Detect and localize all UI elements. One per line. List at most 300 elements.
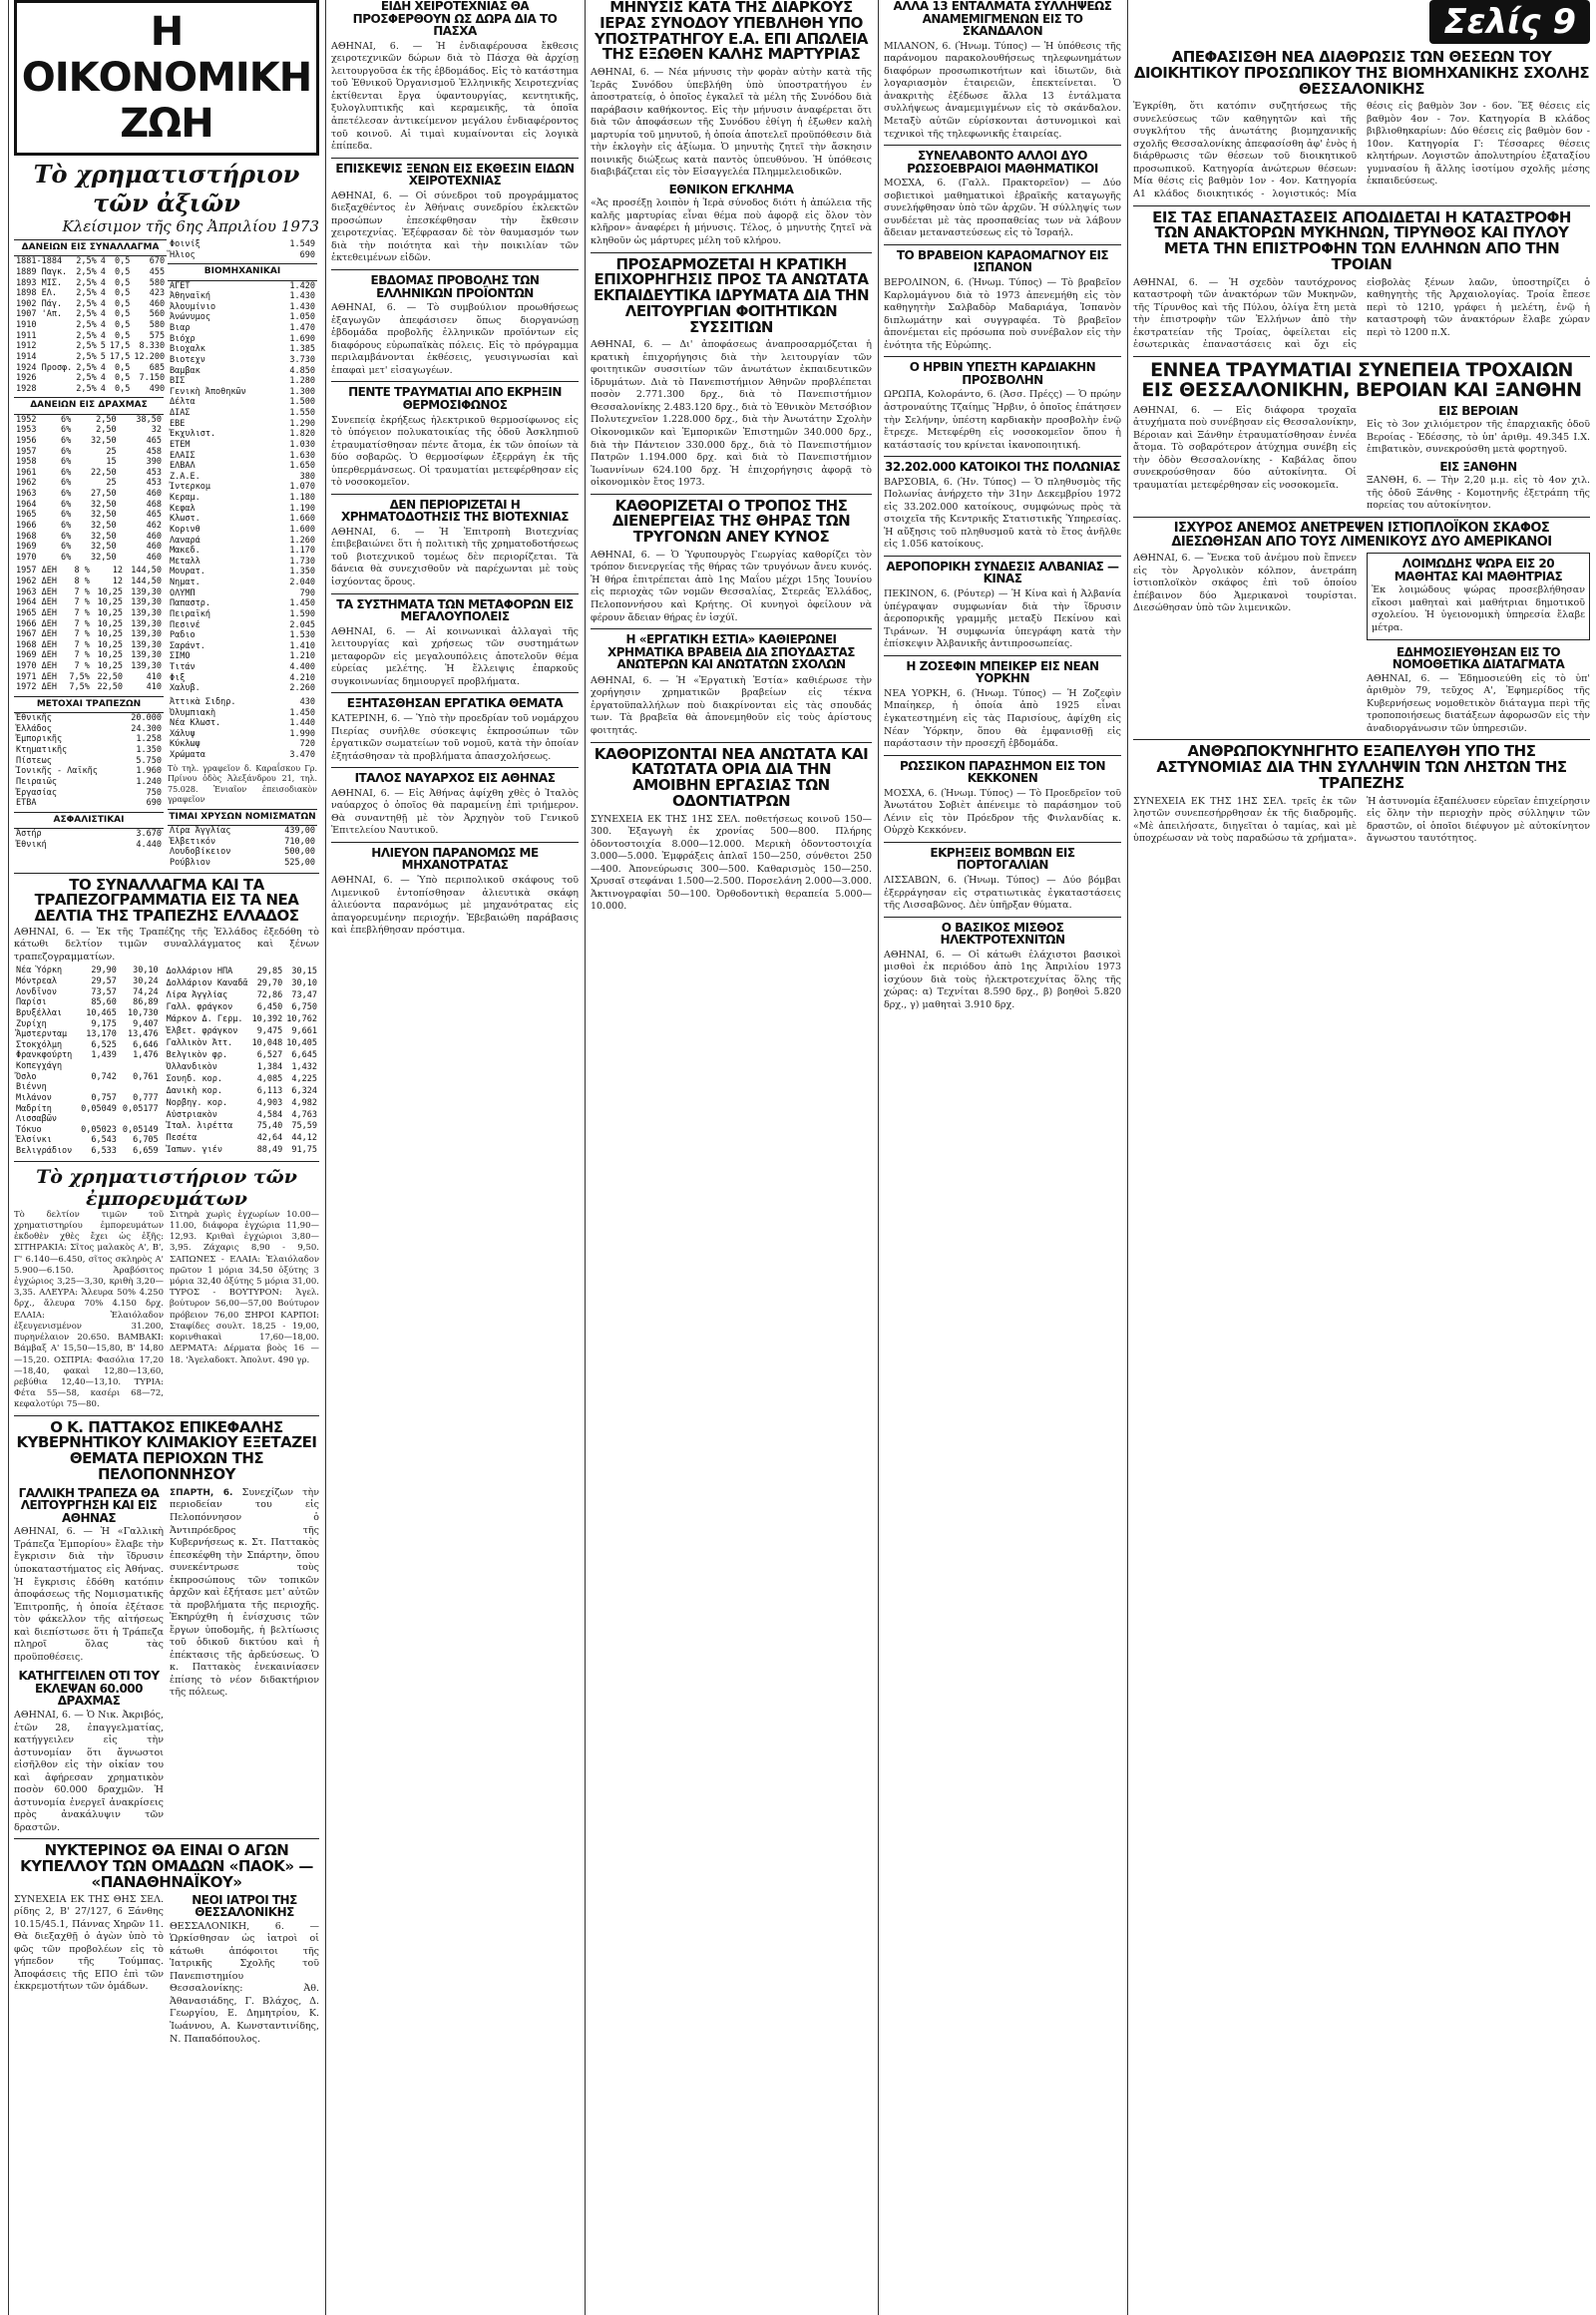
table-row: [14, 1114, 161, 1125]
article-body: ΑΘΗΝΑΙ, 6. — Ὑπὸ περιπολικοῦ σκάφους τοῦ Λιμενικοῦ ἐντοπίσθησαν ἁλιευτικὰ σκάφη ἁλιεύοντα παρανόμως μὲ μηχανότρατας εἰς ἀπαγορευμένην περιοχήν. Ἐβεβαιώθη παράβασις καὶ ἐπεβλήθησαν πρόστιμα.: [331, 875, 579, 937]
row-label: Χρώματα: [170, 750, 205, 760]
row-label: Τιτάν: [170, 662, 196, 672]
row-value: 13,476: [127, 1029, 159, 1040]
row-label: Νέα Κλωστ.: [170, 718, 221, 729]
article-body: ΝΕΑ ΥΟΡΚΗ, 6. (Ἠνωμ. Τύπος) — Ἡ Ζοζεφὶν Μπαίηκερ, ἡ ὁποία ἀπὸ 1925 εἶναι ἐγκατεστημένη εἰς τὰς Παρισίους, ἀφίχθη εἰς Νέαν Ὑόρκην, ὅπου θὰ ἐμφανισθῇ εἰς παράστασιν τὴν προσεχῆ ἑβδομάδα.: [884, 687, 1121, 750]
row-value: 32,50: [91, 552, 117, 563]
row-value: 4,584: [256, 1109, 283, 1120]
row-value: 4.210: [289, 672, 315, 683]
row-value: 2,5%: [76, 351, 97, 362]
row-value: 9,661: [291, 1025, 317, 1036]
row-value: 0,5: [115, 298, 131, 309]
row-value: 74,24: [133, 986, 159, 997]
banknotes-table: [165, 965, 319, 1156]
row-label: Ἑλλάδος: [16, 723, 52, 734]
article-body: ΚΑΤΕΡΙΝΗ, 6. — Ὑπὸ τὴν προεδρίαν τοῦ νομάρχου Πιερίας συνῆλθε σύσκεψις ἐκπροσώπων τῶν ἐργατικῶν σωματείων τοῦ νομοῦ, κατὰ τὴν ὁποίαν ἐξητάσθησαν τὰ προβλήματα ἀπασχολήσεως.: [331, 712, 579, 762]
row-value: 453: [146, 478, 162, 489]
row-value: 32,50: [91, 499, 117, 510]
column-6: [1133, 0, 1590, 2315]
table-row: [168, 482, 317, 493]
article-body: ΑΘΗΝΑΙ, 6. — Ἐδημοσιεύθη εἰς τὸ ὑπ' ἀριθμὸν 79, τεῦχος Α', Ἐφημερίδος τῆς Κυβερνήσεως νομοθετικὸν διάταγμα περὶ τῆς τροποποιήσεως διατάξεων ἀφορωσῶν εἰς τὴν ἀναδιοργάνωσιν τῶν ὑπηρεσιῶν.: [1367, 672, 1590, 734]
table-row: [168, 588, 317, 599]
table-header: ΤΙΜΑΙ ΧΡΥΣΩΝ ΝΟΜΙΣΜΑΤΩΝ: [168, 809, 317, 825]
row-value: 6%: [61, 478, 72, 489]
article-body: Συνεπείᾳ ἐκρήξεως ἠλεκτρικοῦ θερμοσίφωνος εἰς τὸ ὑπόγειον πολυκατοικίας τῆς ὁδοῦ Ἀσκληπιοῦ ἐτραυματίσθησαν πέντε ἄτομα, ἐκ τῶν ὁποίων τὰ δύο σοβαρῶς. Ὁ θερμοσίφων ἐξερράγη ἐκ τῆς ὑπερθερμάνσεως. Οἱ τραυματίαι μετεφέρθησαν εἰς τὸ νοσοκομεῖον.: [331, 414, 579, 489]
table-row: [168, 451, 317, 462]
table-row: [14, 256, 167, 267]
table-row: [14, 414, 164, 425]
closing-date: Κλείσιμον τῆς 6ης Ἀπριλίου 1973: [62, 217, 319, 235]
row-label: ΒΙΣ: [170, 376, 186, 387]
row-label: 1912: [16, 341, 37, 352]
table-row: [165, 1109, 319, 1121]
headline: ΗΛΙΕΥΟΝ ΠΑΡΑΝΟΜΩΣ ΜΕ ΜΗΧΑΝΟΤΡΑΤΑΣ: [371, 845, 539, 873]
table-row: [14, 309, 167, 320]
row-value: 1,432: [291, 1061, 317, 1072]
table-row: [165, 1073, 319, 1085]
row-value: 1.180: [289, 493, 315, 503]
article-body: ΑΘΗΝΑΙ, 6. — Ἡ «Γαλλικὴ Τράπεζα Ἐμπορίου» ἔλαβε τὴν ἔγκρισιν διὰ τὴν ἵδρυσιν ὑποκαταστήματος εἰς Ἀθήνας. Ἡ ἔγκρισις ἐδόθη κατόπιν ἀποφάσεως τῆς Νομισματικῆς Ἐπιτροπῆς, ἡ ὁποία ἐξέτασε τὸν φάκελλον τῆς αἰτήσεως καὶ διεπίστωσε ὅτι ἡ Τράπεζα πληροῖ ὅλας τὰς προϋποθέσεις.: [14, 1526, 164, 1663]
row-value: 1.650: [289, 461, 315, 472]
row-value: 29,57: [91, 976, 117, 987]
row-label: 1889 Παγκ.: [16, 266, 68, 277]
row-value: 1.960: [136, 766, 162, 777]
row-value: 10,25: [97, 607, 124, 618]
row-value: 1.420: [289, 280, 315, 291]
table-row: [168, 750, 317, 761]
row-value: 7 %: [74, 607, 90, 618]
row-value: 15: [106, 457, 117, 468]
row-value: 8.330: [139, 341, 166, 352]
table-row: [14, 320, 167, 331]
row-value: 10,25: [97, 597, 124, 608]
row-label: Μόντρεαλ: [16, 976, 57, 987]
table-row: [165, 1061, 319, 1073]
row-label: 1965: [16, 510, 37, 521]
row-value: 1.450: [289, 707, 315, 718]
article-body: Συνεχίζων τὴν περιοδείαν του εἰς Πελοπόννησον ὁ Ἀντιπρόεδρος τῆς Κυβερνήσεως κ. Στ. Παττακὸς ἐπεσκέφθη τὴν Σπάρτην, ὅπου συνεκέντρωσε τοὺς ἐκπροσώπους τῶν τοπικῶν ἀρχῶν καὶ ἐξήτασε μετ' αὐτῶν τὰ προβλήματα τῆς περιοχῆς. Ἐκηρύχθη ἡ ἐνίσχυσις τῶν ἔργων ὑποδομῆς, ἡ βελτίωσις τοῦ ὁδικοῦ δικτύου καὶ ἡ ἐπέκτασις τῆς ἀρδεύσεως. Ὁ κ. Παττακὸς ἐνεκαινίασεν ἐπίσης τὸ νέον διδακτήριον τῆς πόλεως.: [170, 1486, 319, 1699]
row-value: 6,525: [91, 1039, 117, 1050]
article-body: ΑΘΗΝΑΙ, 6. — Οἱ κάτωθι ἐλάχιστοι βασικοὶ μισθοὶ ἐκ περιόδου ἀπὸ 1ης Ἀπριλίου 1973 ἰσχύουν διὰ τοὺς ἠλεκτροτεχνίτας ὅλης τῆς χώρας: α) Τεχνίται 8.590 δρχ., β) βοηθοὶ 5.820 δρχ., γ) μαθηταὶ 3.910 δρχ.: [884, 949, 1121, 1010]
row-label: 1952: [16, 414, 37, 425]
row-value: 2.045: [289, 619, 315, 630]
subheading: ΕΙΣ ΒΕΡΟΙΑΝ: [1438, 403, 1518, 418]
article-body: ΑΘΗΝΑΙ, 6. — Οἱ σύνεδροι τοῦ προγράμματος διεξαχθέντος ἐν Ἀθήναις συνεδρίου ἐκλεκτῶν προσώπων ἐπεσκέφθησαν τὴν ἔκθεσιν χειροτεχνίας. Ἐξέφρασαν δὲ τὸν θαυμασμόν των διὰ τὴν ποιότητα καὶ τὴν ποικιλίαν τῶν ἐκτεθειμένων εἰδῶν.: [331, 190, 579, 264]
row-label: Ζυρίχη: [16, 1018, 47, 1029]
row-label: Ἄμστερνταμ: [16, 1029, 68, 1040]
table-row: [14, 457, 164, 468]
row-value: 1.050: [289, 312, 315, 323]
row-value: 2,5%: [76, 256, 97, 267]
row-label: Βιοτεχν: [170, 354, 205, 365]
table-row: [168, 697, 317, 708]
row-value: 4.440: [136, 839, 162, 850]
row-label: Ἐμπορικῆς: [16, 734, 63, 745]
table-row: [165, 1085, 319, 1097]
row-value: 10,392: [251, 1013, 283, 1024]
article-body: ΑΘΗΝΑΙ, 6. — Ἡ «Ἐργατικὴ Ἑστία» καθιέρωσε τὴν χορήγησιν χρηματικῶν βραβείων εἰς τέκνα ἐργατοϋπαλλήλων ποὺ διακρίνονται εἰς τὰς σπουδάς των. Τὰ βραβεῖα θὰ ἀπονεμηθοῦν εἰς τοὺς ἀρίστους φοιτητάς.: [591, 674, 872, 736]
headline: ΔΕΝ ΠΕΡΙΟΡΙΖΕΤΑΙ Η ΧΡΗΜΑΤΟΔΟΤΗΣΙΣ ΤΗΣ ΒΙΟΤΕΧΝΙΑΣ: [340, 497, 569, 525]
article-body: ΣΥΝΕΧΕΙΑ ΕΚ ΤΗΣ 1ΗΣ ΣΕΛ. ποθετήσεως κοινοῦ 150—300. Ἐξαγωγὴ ἐκ χρονίας 500—800. Πλήρης ὀδοντοστοιχία 8.000—12.000. Μερικὴ ὀδοντοστοιχία 3.000—5.000. Ἐμφράξεις ἀπλαῖ 150—250, σύνθετοι 250—400. Ἀπονεύρωσις 300—500. Καθαρισμὸς 150—250. Χρυσαῖ στεφάναι 1.500—2.500. Πορσελάνη 2.000—3.000. Ἀκτινογραφίαι 50—100. Ὀρθοδοντικὴ θεραπεία 5.000—10.000.: [591, 813, 872, 913]
row-value: 32,50: [91, 435, 117, 446]
row-value: 29,85: [256, 966, 283, 977]
row-value: 6,705: [133, 1135, 159, 1146]
row-value: 7 %: [74, 650, 90, 661]
row-label: Μακεδ.: [170, 546, 200, 557]
row-value: [119, 1082, 161, 1093]
table-row: [168, 302, 317, 313]
row-label: Ἐθνική: [16, 839, 47, 850]
row-value: 580: [149, 277, 166, 288]
row-value: 2,5%: [76, 383, 97, 394]
row-value: 4: [100, 330, 106, 341]
row-value: 1.430: [289, 301, 315, 312]
table-row: [14, 650, 164, 661]
row-label: Βελγικὸν φρ.: [166, 1049, 228, 1060]
row-value: 1.410: [289, 640, 315, 651]
row-value: 4: [100, 277, 106, 288]
row-value: 10,405: [286, 1037, 317, 1048]
row-value: 144,50: [131, 566, 162, 577]
column-rule: [1127, 0, 1128, 2315]
row-value: 10,762: [286, 1013, 317, 1024]
table-row: [14, 532, 164, 543]
row-label: Μιλάνον: [16, 1092, 52, 1103]
row-value: 12.200: [134, 351, 166, 362]
table-row: [14, 436, 164, 447]
article-body: ΛΙΣΣΑΒΩΝ, 6. (Ἠνωμ. Τύπος) — Δύο βόμβαι ἐξερράγησαν εἰς στρατιωτικὰς ἐγκαταστάσεις τῆς Λισσαβῶνος. Δὲν ὑπῆρξαν θύματα.: [884, 875, 1121, 912]
row-label: 1964 ΔΕΗ: [16, 597, 57, 608]
table-row: [14, 447, 164, 458]
row-value: 1.210: [289, 651, 315, 662]
headline: ΕΔΗΜΟΣΙΕΥΘΗΣΑΝ ΕΙΣ ΤΟ ΝΟΜΟΘΕΤΙΚΑ ΔΙΑΤΑΓΜΑΤΑ: [1392, 644, 1565, 672]
row-value: 1.450: [289, 598, 315, 609]
row-label: Γαλλ. φράγκον: [166, 1001, 233, 1012]
table-row: [168, 280, 317, 291]
row-value: 7.150: [139, 373, 166, 384]
row-value: 6,645: [291, 1049, 317, 1060]
row-label: Φιξ: [170, 672, 186, 683]
row-value: 6,450: [256, 1001, 283, 1012]
table-row: [14, 608, 164, 619]
row-value: 44,12: [291, 1133, 317, 1144]
table-row: [165, 989, 319, 1001]
headline: Ο ΗΡΒΙΝ ΥΠΕΣΤΗ ΚΑΡΔΙΑΚΗΝ ΠΡΟΣΒΟΛΗΝ: [909, 360, 1096, 387]
row-label: Πίστεως: [16, 755, 52, 766]
table-row: [168, 630, 317, 641]
row-value: 2,5%: [76, 341, 97, 352]
row-value: 0,5: [115, 266, 131, 277]
row-value: 468: [146, 499, 162, 510]
table-row: [168, 323, 317, 334]
loans-fx-table: [14, 239, 167, 394]
headline: Η «ΕΡΓΑΤΙΚΗ ΕΣΤΙΑ» ΚΑΘΙΕΡΩΝΕΙ ΧΡΗΜΑΤΙΚΑ ΒΡΑΒΕΙΑ ΔΙΑ ΣΠΟΥΔΑΣΤΑΣ ΑΝΩΤΕΡΩΝ ΚΑΙ ΑΝΩΤΑΤΩΝ ΣΧΟΛΩΝ: [606, 632, 856, 672]
row-label: Ὄσλο: [16, 1071, 37, 1082]
row-label: 1926: [16, 373, 37, 384]
row-label: Φοινίξ: [170, 239, 200, 249]
row-value: 42,64: [256, 1133, 283, 1144]
row-value: 4.400: [289, 662, 315, 672]
row-label: Πεσέτα: [166, 1133, 198, 1144]
row-value: 2,5%: [76, 288, 97, 299]
row-value: 2,5%: [76, 320, 97, 330]
row-label: 1902 Πάγ.: [16, 298, 63, 309]
row-value: 410: [146, 682, 162, 693]
row-label: Νέα Ὑόρκη: [16, 965, 63, 976]
row-value: 13,170: [86, 1029, 117, 1040]
table-row: [168, 429, 317, 440]
row-value: 86,89: [133, 997, 159, 1008]
row-label: 1966 ΔΕΗ: [16, 618, 57, 629]
article-body: ΩΡΩΠΑ, Κολοράντο, 6. (Ἀσσ. Πρέςς) — Ὁ πρώην ἀστροναύτης Τζαίημς Ἤρβιν, ὁ ὁποῖος ἐπάτησεν τὴν Σελήνην, ὑπέστη καρδιακὴν προσβολὴν ἐνῷ ἔτρεχε. Μετεφέρθη εἰς νοσοκομεῖον ὅπου ἡ κατάστασίς του κρίνεται ἱκανοποιητική.: [884, 389, 1121, 451]
table-row: [168, 651, 317, 662]
row-value: 38,50: [136, 414, 162, 425]
gold-coins-table: [168, 809, 317, 869]
article-body: Σιτηρὰ χωρὶς ἐγχωρίων 10.00—11.00, διάφορα ἐγχώρια 11,90—12,93. Κριθαὶ ἐγχώριοι 3,80—3,95. Ζάχαρις 8,90 - 9,50. ΣΑΠΩΝΕΣ - ΕΛΑΙΑ: Ἐλαιόλαδον πρῶτον 1 μόρια 34,50 ὁξύτης 3 μόρια 32,40 ὁξύτης 5 μόρια 31,00. ΤΥΡΟΣ - ΒΟΥΤΥΡΟΝ: Ἀγελ. βούτυρον 56,00—57,00 Βούτυρον πρόβειον 76,00 ΞΗΡΟΙ ΚΑΡΠΟΙ: Σταφίδες σουλτ. 18,25 - 19,00, κορινθιακαὶ 17,60—18,00. ΔΕΡΜΑΤΑ: Δέρματα βοὸς 16 — 18. 'Ἀγελαδοκτ. Ἀπολυτ. 490 γρ.: [170, 1209, 319, 1365]
row-label: Ὀλυμπιακὴ: [170, 707, 216, 718]
row-label: Σουηδ. κορ.: [166, 1073, 222, 1084]
row-label: Κορινθ: [170, 524, 200, 535]
row-value: 790: [299, 587, 315, 598]
row-label: Γαλλικὸν Ἀττ.: [166, 1037, 233, 1048]
row-value: 685: [149, 362, 166, 373]
row-label: Μουρατ.: [170, 567, 205, 578]
headline: ΝΕΟΙ ΙΑΤΡΟΙ ΤΗΣ ΘΕΣΣΑΛΟΝΙΚΗΣ: [192, 1892, 297, 1920]
table-row: [14, 577, 164, 587]
row-value: 7 %: [74, 639, 90, 650]
row-value: 1,384: [256, 1061, 283, 1072]
row-value: 0,05177: [122, 1103, 159, 1114]
table-row: [168, 683, 317, 694]
industrial-shares-table: [168, 263, 317, 694]
table-row: [14, 489, 164, 500]
row-label: 1963: [16, 489, 37, 499]
row-label: 1972 ΔΕΗ: [16, 682, 57, 693]
headline: ΓΑΛΛΙΚΗ ΤΡΑΠΕΖΑ ΘΑ ΛΕΙΤΟΥΡΓΗΣΗ ΚΑΙ ΕΙΣ ΑΘΗΝΑΣ: [18, 1485, 160, 1525]
table-row: [168, 641, 317, 652]
table-row: [168, 493, 317, 504]
table-row: [14, 682, 164, 693]
row-value: 12: [112, 566, 124, 577]
row-label: Ζ.Α.Ε.: [170, 471, 200, 482]
row-value: 72,86: [256, 989, 283, 1000]
row-value: 10,465: [86, 1007, 117, 1018]
row-value: 2,5%: [76, 330, 97, 341]
row-value: 10,25: [97, 639, 124, 650]
row-label: ΣΙΜΟ: [170, 651, 191, 662]
row-label: Ἑλβετ. φράγκον: [166, 1025, 238, 1036]
table-row: [14, 672, 164, 683]
table-row: [168, 567, 317, 578]
row-value: 91,75: [291, 1145, 317, 1156]
row-value: 6%: [61, 425, 72, 436]
row-label: Ἰντερκομ: [170, 482, 210, 493]
table-row: [165, 1013, 319, 1025]
row-value: 0,5: [115, 362, 131, 373]
row-label: 1924 Προσφ.: [16, 362, 73, 373]
row-value: 575: [149, 330, 166, 341]
row-value: 30,15: [291, 966, 317, 977]
row-value: 0,5: [115, 330, 131, 341]
row-value: 0,5: [115, 383, 131, 394]
row-value: 0,761: [133, 1071, 159, 1082]
table-row: [14, 777, 164, 788]
row-value: 1.170: [289, 546, 315, 557]
row-value: 6,646: [133, 1039, 159, 1050]
row-value: 139,30: [131, 618, 162, 629]
row-value: 9,407: [133, 1018, 159, 1029]
table-row: [168, 718, 317, 729]
row-label: 1968: [16, 531, 37, 542]
table-row: [14, 976, 161, 987]
row-label: 1962: [16, 478, 37, 489]
row-value: 73,47: [291, 989, 317, 1000]
row-value: 1.730: [289, 556, 315, 567]
row-label: Ἐθνικῆς: [16, 713, 52, 724]
row-label: 1970: [16, 552, 37, 563]
row-label: 1969: [16, 542, 37, 553]
headline: Ο Κ. ΠΑΤΤΑΚΟΣ ΕΠΙΚΕΦΑΛΗΣ ΚΥΒΕΡΝΗΤΙΚΟΥ ΚΛΙΜΑΚΙΟΥ ΕΞΕΤΑΖΕΙ ΘΕΜΑΤΑ ΠΕΡΙΟΧΩΝ ΤΗΣ ΠΕΛΟΠΟΝΝΗΣΟΥ: [16, 1417, 317, 1483]
row-label: ΕΛΒΑΛ: [170, 461, 196, 472]
headline: ΝΥΚΤΕΡΙΝΟΣ ΘΑ ΕΙΝΑΙ Ο ΑΓΩΝ ΚΥΠΕΛΛΟΥ ΤΩΝ ΟΜΑΔΩΝ «ΠΑΟΚ» — «ΠΑΝΑΘΗΝΑΪΚΟΥ»: [20, 1841, 313, 1891]
row-value: 2,5%: [76, 309, 97, 320]
row-value: 1.500: [289, 397, 315, 408]
row-value: 580: [149, 320, 166, 330]
row-label: Βιοχαλκ: [170, 344, 205, 355]
row-value: 410: [146, 671, 162, 682]
row-label: 1953: [16, 425, 37, 436]
headline: ΕΞΗΤΑΣΘΗΣΑΝ ΕΡΓΑΤΙΚΑ ΘΕΜΑΤΑ: [346, 696, 564, 711]
table-row: [14, 331, 167, 342]
row-label: Ἀστήρ: [16, 829, 42, 839]
row-value: 0,5: [115, 320, 131, 330]
row-label: 1957 ΔΕΗ: [16, 566, 57, 577]
row-value: 1.260: [289, 535, 315, 546]
bank-shares-table: [14, 696, 164, 809]
row-label: Λίρα Ἀγγλίας: [170, 826, 231, 837]
row-value: 4: [100, 383, 106, 394]
row-label: Ραδιο: [170, 630, 196, 641]
row-value: 8 %: [74, 566, 90, 577]
row-value: 5: [100, 351, 106, 362]
markets-column: [14, 0, 319, 2315]
row-value: 4.850: [289, 365, 315, 376]
table-row: [14, 521, 164, 532]
row-label: Κύκλωψ: [170, 739, 200, 750]
table-row: [168, 598, 317, 609]
row-value: 7 %: [74, 586, 90, 597]
row-value: 10,25: [97, 618, 124, 629]
table-row: [14, 278, 167, 289]
row-value: 1.470: [289, 323, 315, 333]
row-value: 462: [146, 520, 162, 531]
row-value: 30,10: [133, 965, 159, 976]
row-value: 4,225: [291, 1073, 317, 1084]
industrial-tables: [168, 239, 317, 869]
row-label: Λαναρά: [170, 535, 200, 546]
row-label: Ἐλσίνκι: [16, 1135, 52, 1146]
row-value: 1.300: [289, 386, 315, 397]
row-value: 710,00: [284, 836, 315, 847]
headline: ΚΑΘΟΡΙΖΟΝΤΑΙ ΝΕΑ ΑΝΩΤΑΤΑ ΚΑΙ ΚΑΤΩΤΑΤΑ ΟΡΙΑ ΔΙΑ ΤΗΝ ΑΜΟΙΒΗΝ ΕΡΓΑΣΙΑΣ ΤΩΝ ΟΔΟΝΤΙΑΤΡΩΝ: [594, 744, 869, 810]
row-value: 460: [146, 531, 162, 542]
table-row: [165, 1049, 319, 1061]
headline: ΙΤΑΛΟΣ ΝΑΥΑΡΧΟΣ ΕΙΣ ΑΘΗΝΑΣ: [354, 771, 556, 786]
row-value: 73,57: [91, 986, 117, 997]
row-value: 10,25: [97, 650, 124, 661]
table-row: [14, 384, 167, 395]
table-header: ΒΙΟΜΗΧΑΝΙΚΑΙ: [168, 264, 317, 280]
table-row: [14, 629, 164, 640]
row-value: 6%: [61, 489, 72, 499]
row-value: 6,659: [133, 1146, 159, 1157]
row-value: 1.070: [289, 482, 315, 493]
headline: ΚΑΤΗΓΓΕΙΛΕΝ ΟΤΙ ΤΟΥ ΕΚΛΕΨΑΝ 60.000 ΔΡΑΧΜΑΣ: [18, 1669, 160, 1709]
row-label: Πειραϊκή: [170, 608, 210, 619]
row-value: 1.258: [136, 734, 162, 745]
row-value: [119, 1061, 161, 1072]
row-value: 32,50: [91, 510, 117, 521]
row-value: 88,49: [256, 1145, 283, 1156]
table-row: [14, 510, 164, 521]
column-5: [884, 0, 1121, 2315]
row-value: 453: [146, 467, 162, 478]
row-value: 1.630: [289, 450, 315, 461]
table-row: [14, 1104, 161, 1115]
row-value: 25: [106, 446, 117, 457]
table-row: [168, 355, 317, 366]
row-label: Βιέννη: [16, 1082, 47, 1093]
table-row: [14, 713, 164, 724]
row-value: 439,00: [284, 826, 315, 837]
row-value: 430: [299, 696, 315, 707]
row-label: Κτηματικῆς: [16, 745, 68, 755]
headline: ΡΩΣΣΙΚΟΝ ΠΑΡΑΣΗΜΟΝ ΕΙΣ ΤΟΝ ΚΕΚΚΟΝΕΝ: [899, 758, 1106, 786]
row-value: 20.000: [131, 713, 162, 724]
table-row: [14, 468, 164, 479]
row-label: Ἥλιος: [170, 249, 196, 260]
row-value: 1.430: [289, 291, 315, 302]
table-row: [168, 376, 317, 387]
row-value: 458: [146, 446, 162, 457]
row-label: Χάλυψ: [170, 728, 196, 739]
row-value: 465: [146, 435, 162, 446]
row-value: 1.290: [289, 418, 315, 429]
row-label: Κεφαλ: [170, 503, 196, 514]
article-body: ΜΙΛΑΝΟΝ, 6. (Ἠνωμ. Τύπος) — Ἡ ὑπόθεσις τῆς παράνομου παρακολουθήσεως τηλεφωνημάτων διαφόρων προσωπικοτήτων καὶ ἰδιωτῶν, διὰ λογαριασμὸν ἐταιρειῶν, ἐπεκτείνεται. Ὁ ἀνακριτὴς ἐξέδωσε ἄλλα 13 ἐντάλματα συλλήψεως ἀναμεμιγμένων εἰς τὸ σκάνδαλον. Μεταξὺ αὐτῶν εὑρίσκονται ἀστυνομικοὶ καὶ τεχνικοὶ τῆς τηλεφωνικῆς ἐταιρείας.: [884, 40, 1121, 140]
row-value: 10,730: [127, 1007, 159, 1018]
table-row: [14, 363, 167, 374]
row-value: 139,30: [131, 650, 162, 661]
row-value: 1.590: [289, 608, 315, 619]
row-label: Δέλτα: [170, 397, 196, 408]
table-row: [165, 1097, 319, 1109]
row-label: Βαμβακ: [170, 365, 200, 376]
row-value: 10,25: [97, 629, 124, 640]
article-body: ΑΘΗΝΑΙ, 6. — Ἡ ἐνδιαφέρουσα ἔκθεσις χειροτεχνικῶν δώρων διὰ τὸ Πάσχα θὰ ἀρχίσῃ λειτουργοῦσα ἐκ τῆς ἑβδομάδος. Εἰς τὸ κατάστημα τοῦ Ἐθνικοῦ Ὀργανισμοῦ Ἑλληνικῆς Χειροτεχνίας ἐκτίθενται ἔργα ὑφαντουργίας, κεντητικῆς, ξυλογλυπτικῆς καὶ κεραμεικῆς, τὰ ὁποῖα ἀπετέλεσαν ἀντικείμενον μεγάλου ἐνδιαφέροντος τοῦ κοινοῦ. Αἱ τιμαὶ κυμαίνονται εἰς λογικὰ ἐπίπεδα.: [331, 40, 579, 153]
table-row: [165, 965, 319, 977]
row-label: Ἰαπων. γιέν: [166, 1145, 222, 1156]
row-value: 29,70: [256, 978, 283, 989]
row-label: 1910: [16, 320, 37, 330]
row-label: 1968 ΔΕΗ: [16, 639, 57, 650]
row-value: 455: [149, 266, 166, 277]
row-label: ΕΤΒΑ: [16, 798, 37, 809]
row-value: 1.530: [289, 630, 315, 641]
table-row: [14, 597, 164, 608]
row-value: 4: [100, 309, 106, 320]
row-value: 7 %: [74, 618, 90, 629]
